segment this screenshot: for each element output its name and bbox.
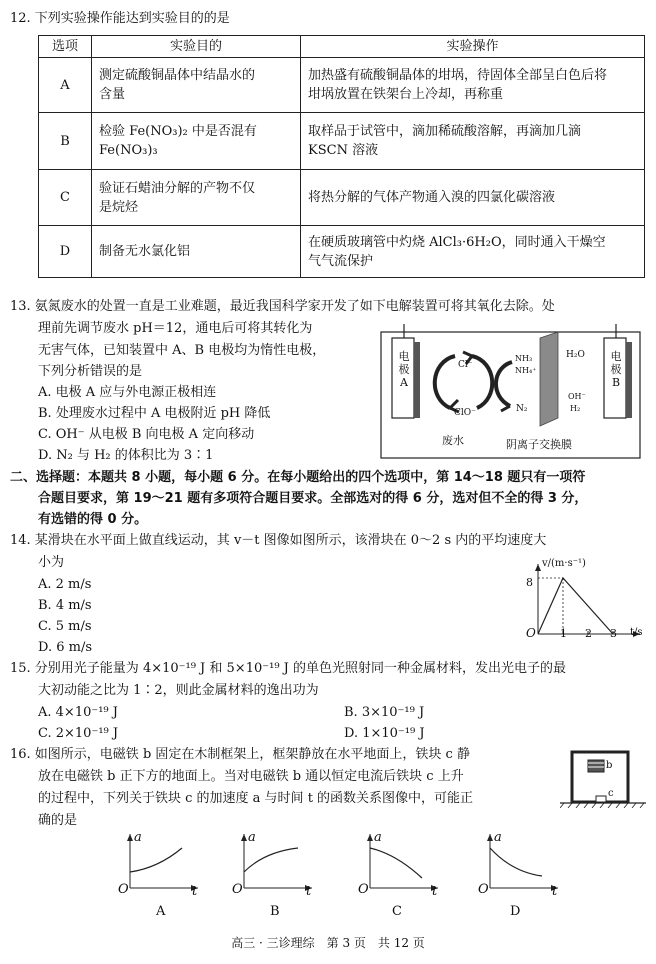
q15-option-d: D. 1×10⁻¹⁹ J: [344, 726, 425, 741]
vt-xtick-2: 2: [585, 627, 592, 640]
option-cell: A: [39, 58, 92, 113]
electrolysis-diagram: [380, 322, 642, 460]
q14-line-2: 小为: [38, 555, 65, 570]
q15-line-2: 大初动能之比为 1∶2，则此金属材料的逸出功为: [38, 683, 319, 698]
q13-line-2: 理前先调节废水 pH＝12，通电后可将其转化为: [38, 321, 313, 336]
q12-table: [38, 35, 645, 278]
label-waste: 废水: [442, 434, 464, 447]
purpose-cell: 制备无水氯化铝: [92, 226, 301, 278]
q14-option-b: B. 4 m/s: [38, 598, 92, 613]
electrode-b-label: 电 极 B: [610, 350, 622, 389]
operation-cell: 取样品于试管中，滴加稀硫酸溶解，再滴加几滴 KSCN 溶液: [301, 113, 645, 170]
q14-option-d: D. 6 m/s: [38, 640, 93, 655]
purpose-cell: 验证石蜡油分解的产物不仅 是烷烃: [92, 170, 301, 226]
q14-option-a: A. 2 m/s: [38, 577, 92, 592]
q16-line-1: 16. 如图所示，电磁铁 b 固定在木制框架上，框架静放在水平地面上，铁块 c 静: [10, 747, 470, 762]
electrode-a-shade: [414, 342, 420, 418]
operation-cell: 将热分解的气体产物通入溴的四氯化碳溶液: [301, 170, 645, 226]
curve-a: [130, 848, 182, 872]
table-header-row: [39, 36, 645, 58]
electrode-a-label: 电 极 A: [398, 350, 410, 389]
q15-option-a: A. 4×10⁻¹⁹ J: [38, 705, 118, 720]
purpose-cell: 检验 Fe(NO₃)₂ 中是否混有 Fe(NO₃)₃: [92, 113, 301, 170]
q15-option-c: C. 2×10⁻¹⁹ J: [38, 726, 119, 741]
q16-line-3: 的过程中，下列关于铁块 c 的加速度 a 与时间 t 的函数关系图像中，可能正: [38, 791, 474, 806]
q15-option-b: B. 3×10⁻¹⁹ J: [344, 705, 425, 720]
ground-hatch: [560, 803, 644, 808]
label-clo: ClO⁻: [454, 408, 476, 418]
vt-graph: [520, 558, 646, 644]
frame-svg: [560, 748, 646, 808]
label-c: c: [608, 788, 614, 799]
vt-xtick-3: 3: [610, 627, 617, 640]
cycle-arrow-right: [496, 362, 512, 406]
vt-ylabel: v/(m·s⁻¹): [542, 558, 586, 569]
q14-line-1: 14. 某滑块在水平面上做直线运动，其 v－t 图像如图所示，该滑块在 0～2 s 内的平均速度大: [10, 533, 547, 548]
vt-y-arrow: [535, 564, 541, 571]
option-cell: B: [39, 113, 92, 170]
electrode-b-shade: [626, 342, 632, 418]
q13-line-1: 13. 氨氮废水的处置一直是工业难题，最近我国科学家开发了如下电解装置可将其氧化去除。处: [10, 299, 555, 314]
option-cell: D: [39, 226, 92, 278]
vt-graph-svg: [520, 558, 646, 644]
table-header-operation: 实验操作: [301, 36, 645, 58]
vt-xtick-1: 1: [560, 627, 567, 640]
vt-ytick-8: 8: [526, 576, 533, 589]
purpose-cell: 测定硫酸铜晶体中结晶水的 含量: [92, 58, 301, 113]
section2-line-1: 二、选择题：本题共 8 小题，每小题 6 分。在每小题给出的四个选项中，第 14～18 题只有一项符: [10, 470, 586, 485]
q16-line-4: 确的是: [38, 813, 78, 828]
q13-option-b: B. 处理废水过程中 A 电极附近 pH 降低: [38, 406, 271, 421]
curve-b: [244, 848, 298, 872]
q13-option-a: A. 电极 A 应与外电源正极相连: [38, 385, 217, 400]
table-row: [39, 58, 645, 113]
q13-line-4: 下列分析错误的是: [38, 364, 143, 379]
page-footer: 高三 · 三诊理综 第 3 页 共 12 页: [231, 936, 425, 950]
operation-cell: 加热盛有硫酸铜晶体的坩埚，待固体全部呈白色后将 坩埚放置在铁架台上冷却，再称重: [301, 58, 645, 113]
cycle-arrow-mid: [472, 356, 492, 408]
vt-origin: O: [526, 626, 536, 640]
option-cell: C: [39, 170, 92, 226]
table-row: [39, 226, 645, 278]
q13-option-d: D. N₂ 与 H₂ 的体积比为 3∶1: [38, 448, 214, 463]
label-nh4: NH₄⁺: [515, 366, 537, 375]
section2-line-2: 合题目要求，第 19～21 题有多项符合题目要求。全部选对的得 6 分，选对但不全的得 3 分，: [38, 491, 588, 506]
label-nh3: NH₃: [515, 354, 533, 363]
label-cl: Cl⁻: [458, 360, 473, 370]
graph-a-label: A: [156, 904, 166, 919]
cycle-arrow-left: [435, 356, 455, 408]
at-graph-b: a O t B: [232, 830, 312, 919]
table-header-purpose: 实验目的: [92, 36, 301, 58]
iron-block-c: [596, 796, 606, 802]
q15-line-1: 15. 分别用光子能量为 4×10⁻¹⁹ J 和 5×10⁻¹⁹ J 的单色光照射同一种金属材料，发出光电子的最: [10, 661, 567, 676]
at-graph-a: a O t A: [118, 830, 198, 919]
q14-option-c: C. 5 m/s: [38, 619, 92, 634]
membrane-shape: [540, 332, 558, 426]
table-row: [39, 170, 645, 226]
graph-b-label: B: [270, 904, 280, 919]
vt-series-line: [538, 578, 613, 634]
q16-line-2: 放在电磁铁 b 正下方的地面上。当对电磁铁 b 通以恒定电流后铁块 c 上升: [38, 769, 464, 784]
curve-c: [370, 848, 422, 878]
vt-xlabel: t/s: [630, 627, 643, 638]
table-header-option: 选项: [39, 36, 92, 58]
electromagnet-b: [588, 760, 604, 772]
graph-d-label: D: [510, 904, 521, 919]
label-oh: OH⁻: [568, 392, 586, 401]
electromagnet-frame-figure: [560, 748, 646, 808]
q12-stem: 12. 下列实验操作能达到实验目的的是: [10, 11, 230, 26]
at-graph-d: a O t D: [478, 830, 558, 919]
label-n2: N₂: [516, 404, 528, 414]
operation-cell: 在硬质玻璃管中灼烧 AlCl₃·6H₂O，同时通入干燥空 气气流保护: [301, 226, 645, 278]
curve-d: [490, 848, 542, 876]
label-b: b: [606, 760, 613, 771]
q13-line-3: 无害气体，已知装置中 A、B 电极均为惰性电极，: [38, 343, 326, 358]
table-row: [39, 113, 645, 170]
label-h2o: H₂O: [566, 350, 585, 360]
q13-option-c: C. OH⁻ 从电极 B 向电极 A 定向移动: [38, 427, 255, 442]
at-graph-c: a O t C: [358, 830, 438, 919]
label-membrane: 阴离子交换膜: [506, 438, 572, 451]
label-h2: H₂: [570, 404, 581, 413]
graph-c-label: C: [392, 904, 402, 919]
section2-line-3: 有选错的得 0 分。: [38, 512, 148, 527]
